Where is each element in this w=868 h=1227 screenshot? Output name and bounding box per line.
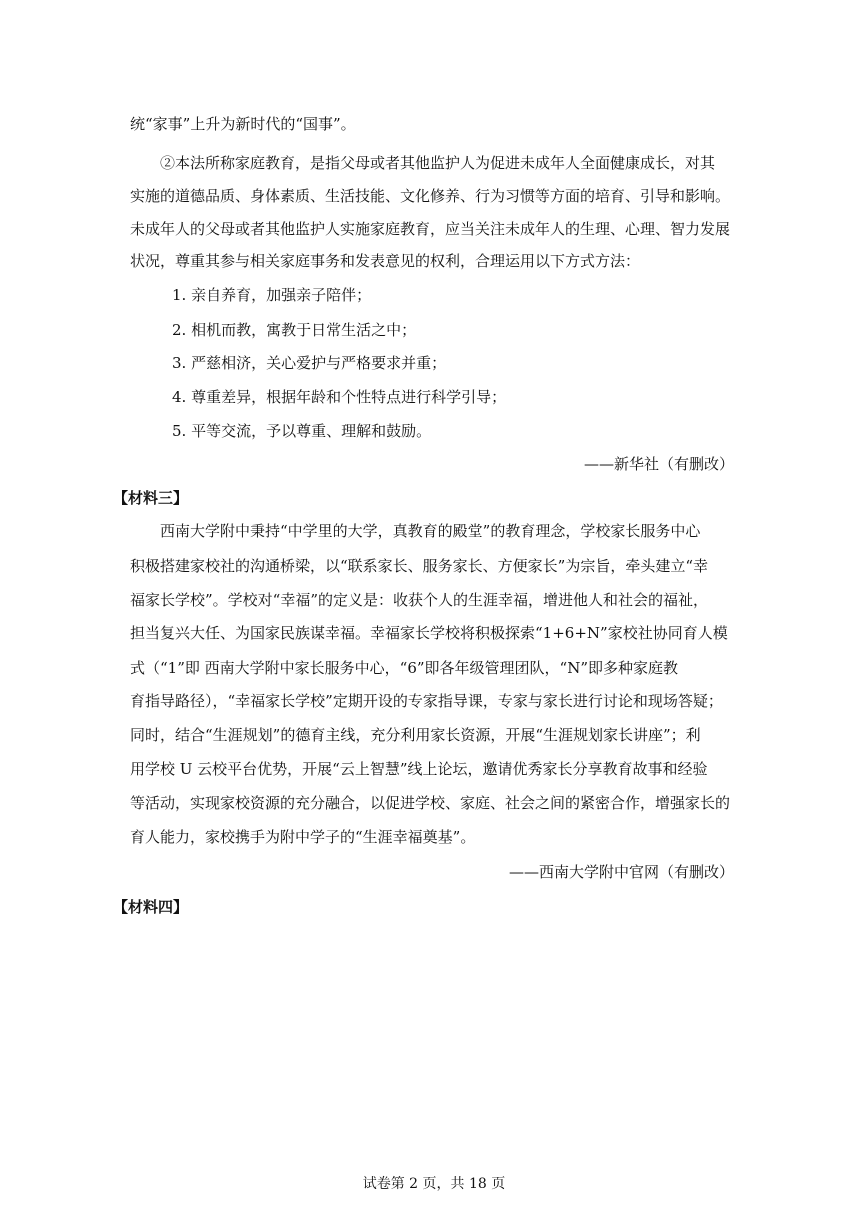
list-item: 5. 平等交流，予以尊重、理解和鼓励。 <box>172 422 432 440</box>
paragraph-line: 积极搭建家校社的沟通桥梁，以“联系家长、服务家长、方便家长”为宗旨，牵头建立“幸 <box>130 557 709 575</box>
paragraph-line: 式（“1”即 西南大学附中家长服务中心，“6”即各年级管理团队，“N”即多种家庭教 <box>130 659 678 677</box>
paragraph-line: 同时，结合“生涯规划”的德育主线，充分利用家长资源，开展“生涯规划家长讲座”；利 <box>130 726 701 744</box>
paragraph-line: 育指导路径），“幸福家长学校”定期开设的专家指导课，专家与家长进行讨论和现场答疑； <box>130 692 723 710</box>
source-attribution: ——新华社（有删改） <box>583 455 734 473</box>
source-attribution: ——西南大学附中官网（有删改） <box>508 863 734 881</box>
paragraph-line: 未成年人的父母或者其他监护人实施家庭教育，应当关注未成年人的生理、心理、智力发展 <box>130 220 731 238</box>
paragraph-line: 担当复兴大任、为国家民族谋幸福。幸福家长学校将积极探索“1+6+N”家校社协同育人模 <box>130 624 728 642</box>
paragraph-line: 用学校 U 云校平台优势，开展“云上智慧”线上论坛，邀请优秀家长分享教育故事和经验 <box>130 760 708 778</box>
paragraph-line: ②本法所称家庭教育，是指父母或者其他监护人为促进未成年人全面健康成长，对其 <box>160 154 716 172</box>
list-item: 4. 尊重差异，根据年龄和个性特点进行科学引导； <box>172 388 507 406</box>
paragraph-line: 等活动，实现家校资源的充分融合，以促进学校、家庭、社会之间的紧密合作，增强家长的 <box>130 794 731 812</box>
list-item: 2. 相机而教，寓教于日常生活之中； <box>172 321 417 339</box>
paragraph-line: 育人能力，家校携手为附中学子的“生涯幸福奠基”。 <box>130 828 476 846</box>
paragraph-line: 福家长学校”。学校对“幸福”的定义是：收获个人的生涯幸福，增进他人和社会的福祉， <box>130 591 709 609</box>
section-heading: 【材料四】 <box>113 898 189 916</box>
list-item: 3. 严慈相济，关心爱护与严格要求并重； <box>172 354 447 372</box>
list-item: 1. 亲自养育，加强亲子陪伴； <box>172 286 372 304</box>
paragraph-line: 状况，尊重其参与相关家庭事务和发表意见的权利，合理运用以下方式方法： <box>130 252 641 270</box>
paragraph-line: 统“家事”上升为新时代的“国事”。 <box>130 115 356 133</box>
section-heading: 【材料三】 <box>113 489 189 507</box>
paragraph-line: 实施的道德品质、身体素质、生活技能、文化修养、行为习惯等方面的培育、引导和影响。 <box>130 187 731 205</box>
paragraph-line: 西南大学附中秉持“中学里的大学，真教育的殿堂”的教育理念，学校家长服务中心 <box>160 522 701 540</box>
page-footer: 试卷第 2 页，共 18 页 <box>362 1176 506 1192</box>
